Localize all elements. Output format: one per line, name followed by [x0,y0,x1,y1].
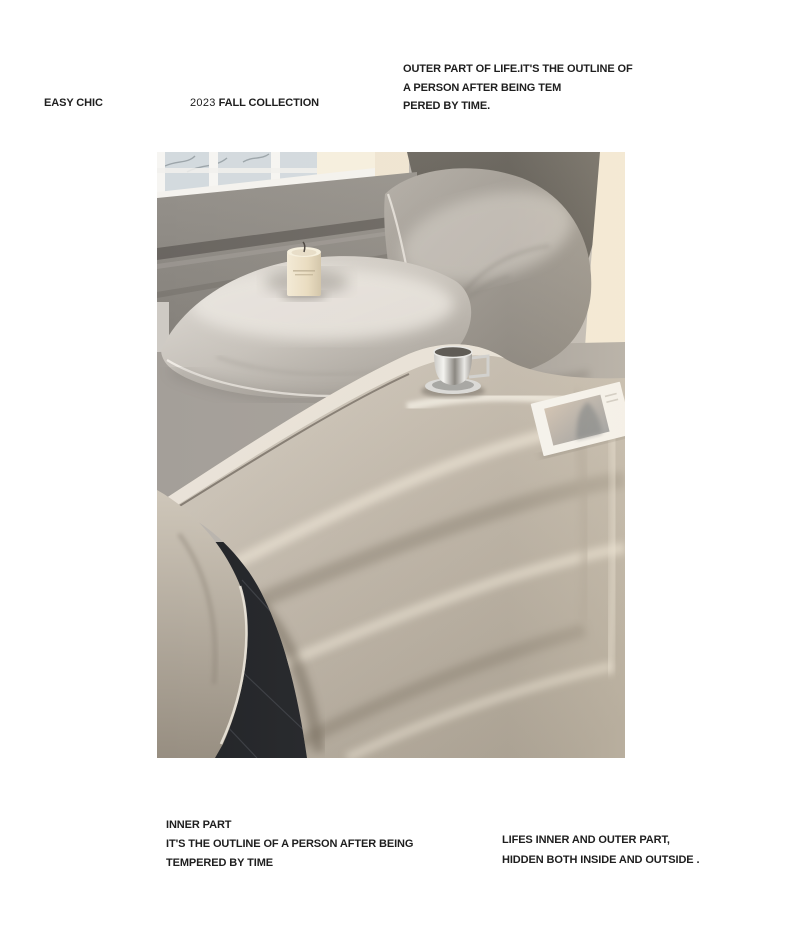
inner-part-line-3: TEMPERED BY TIME [166,857,273,869]
tagline-line-3: PERED BY TIME. [403,100,491,112]
inner-part-heading: INNER PART [166,819,232,831]
sunlight-overlay [157,152,625,758]
lifes-caption [502,831,699,870]
collection-title: FALL COLLECTION [218,97,320,109]
outer-part-tagline [403,60,633,116]
inner-part-caption [166,816,413,873]
lifes-line-2: HIDDEN BOTH INSIDE AND OUTSIDE . [502,853,700,866]
collection-label [190,97,319,109]
tagline-line-2: A PERSON AFTER BEING TEM [403,81,562,94]
collection-year: 2023 [190,97,216,109]
inner-part-line-2: IT'S THE OUTLINE OF A PERSON AFTER BEING [166,838,414,850]
tagline-line-1: OUTER PART OF LIFE.IT'S THE OUTLINE OF [403,63,633,75]
brand-label: EASY CHIC [44,97,103,109]
hero-photo [157,152,625,758]
bedroom-photo-illustration [157,152,625,758]
lifes-line-1: LIFES INNER AND OUTER PART, [502,834,670,846]
